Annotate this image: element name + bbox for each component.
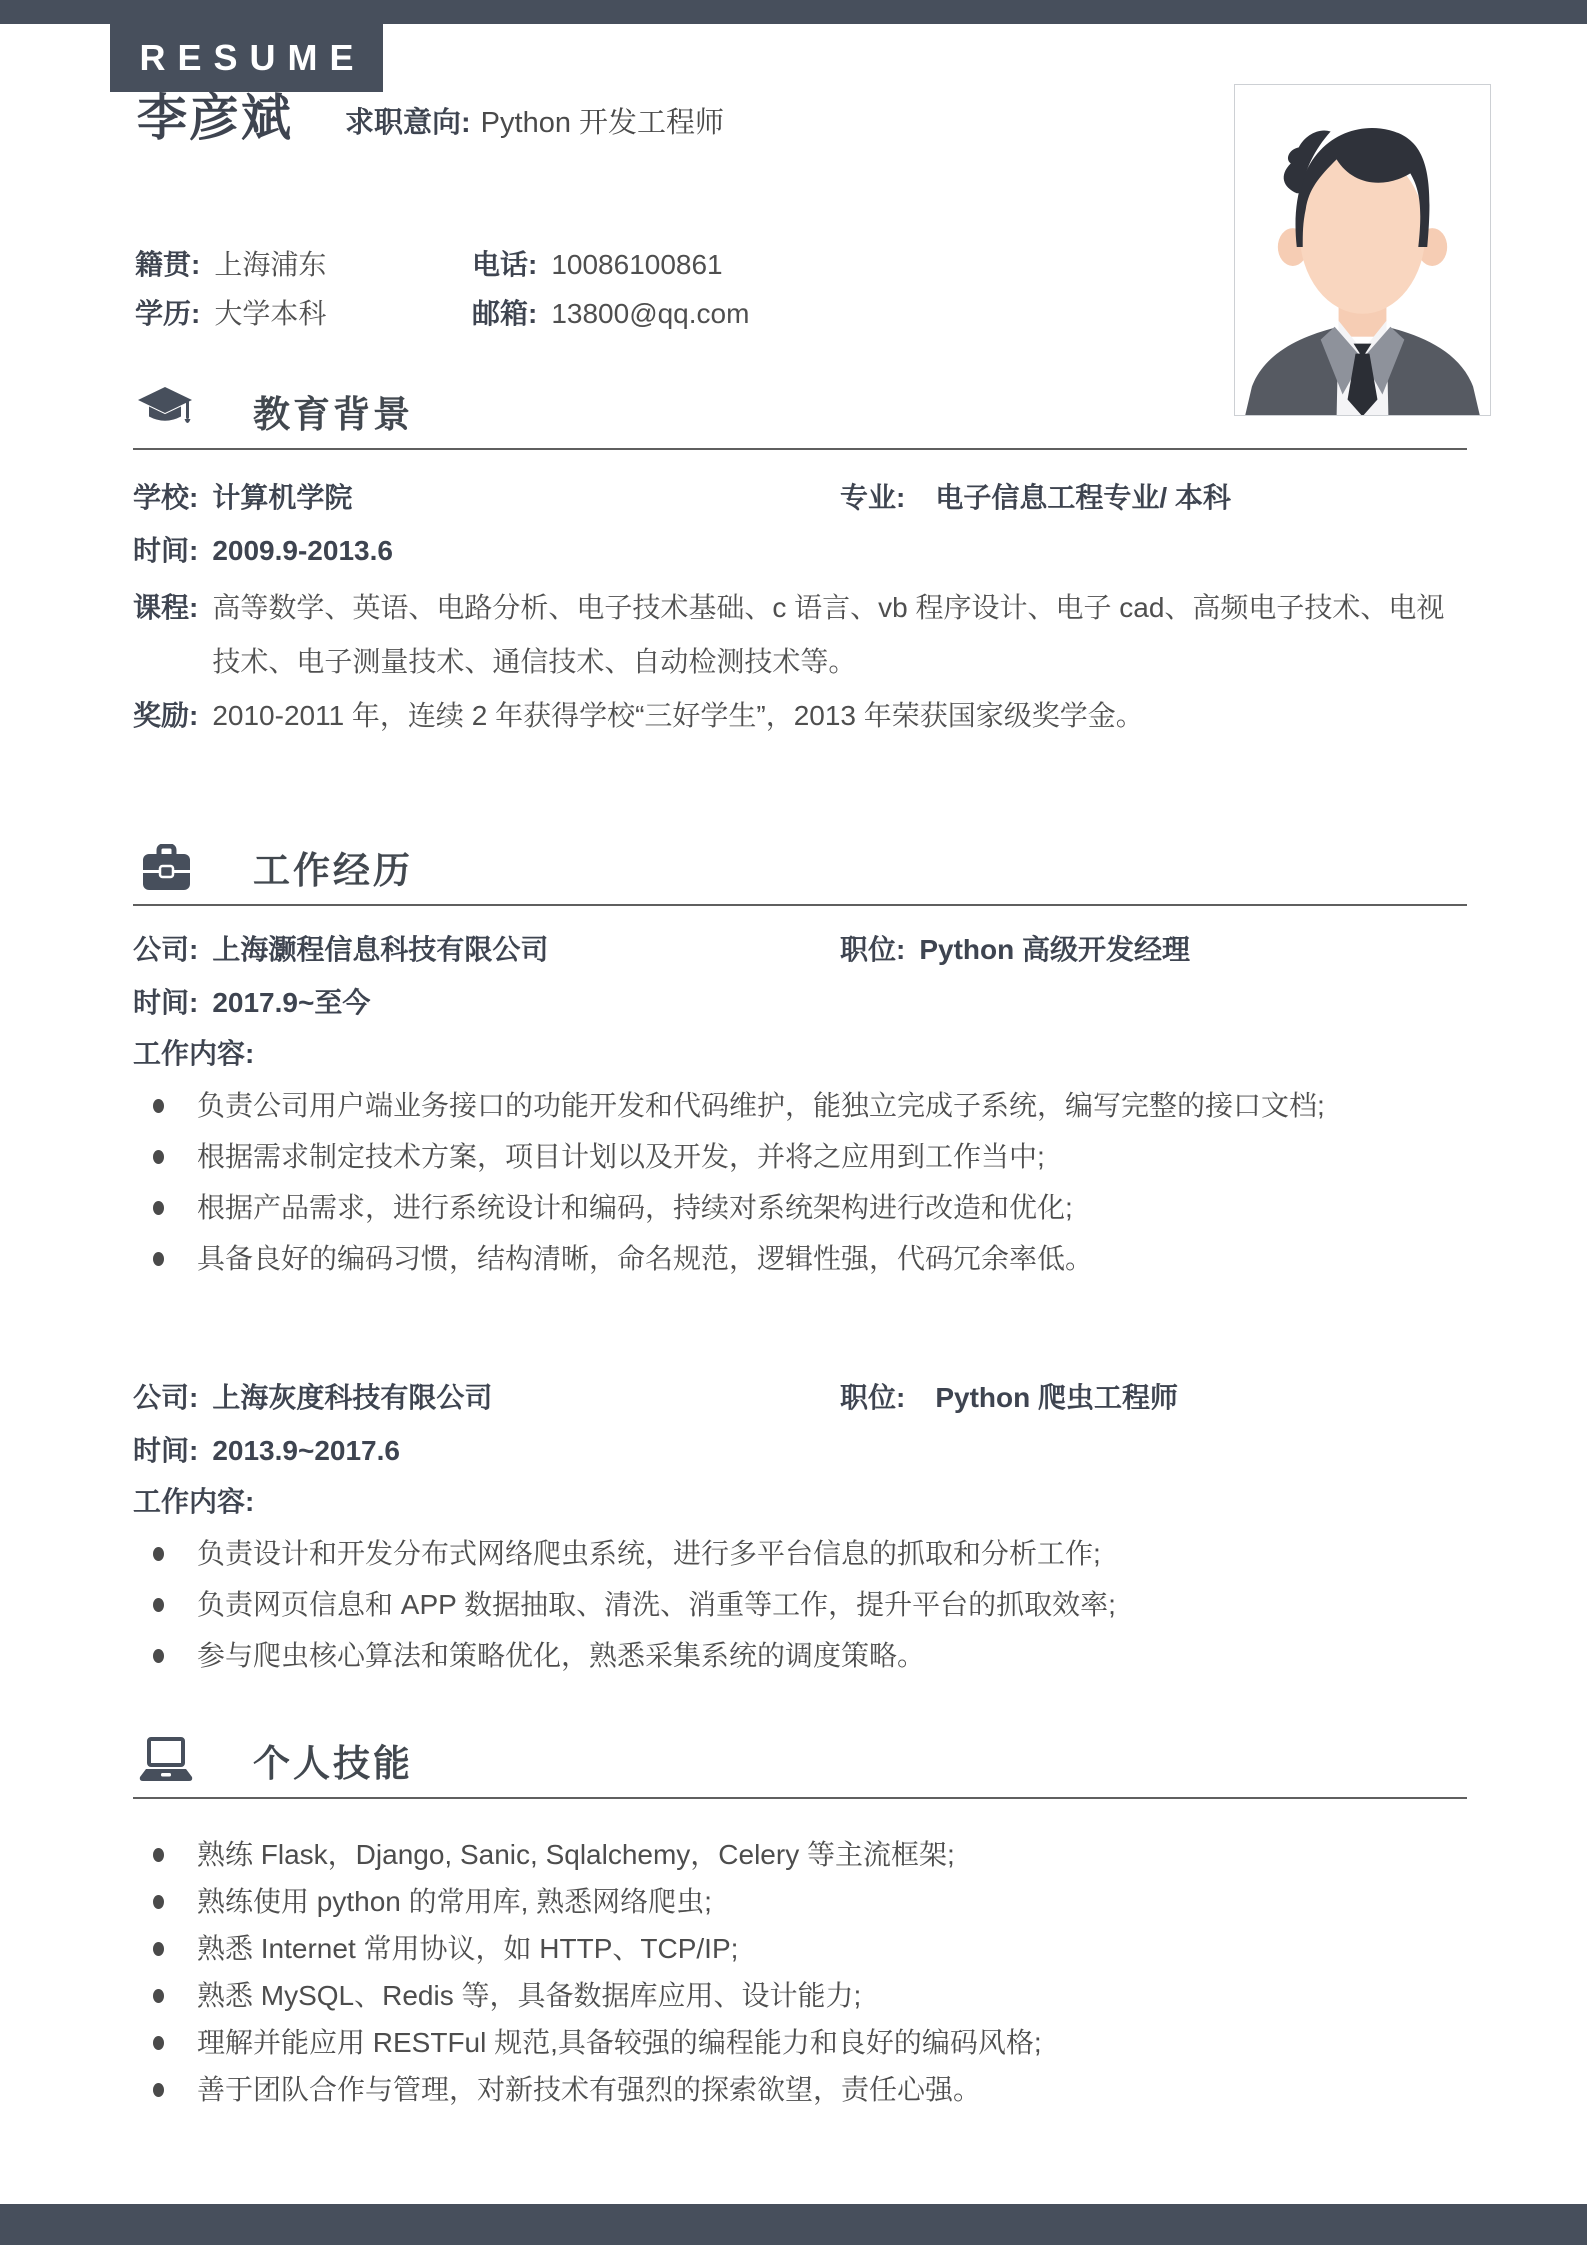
job-intent xyxy=(345,100,724,150)
bullet-item: 理解并能应用 RESTFul 规范,具备较强的编程能力和良好的编码风格; xyxy=(133,2019,1467,2066)
job-content-label: 工作内容: xyxy=(133,1038,255,1069)
male-avatar-icon xyxy=(1235,97,1490,416)
education-major: 专业: 电子信息工程专业/ 本科 xyxy=(840,482,1231,513)
education-courses: 课程: 高等数学、英语、电路分析、电子技术基础、c 语言、vb 程序设计、电子 cad、高频电子技术、电视技术、电子测量技术、通信技术、自动检测技术等。 xyxy=(133,592,1445,677)
bullet-item: 负责公司用户端业务接口的功能开发和代码维护，能独立完成子系统，编写完整的接口文档; xyxy=(133,1080,1467,1131)
job-duty-list xyxy=(133,1080,1467,1284)
resume-banner xyxy=(110,24,383,92)
header-name-row xyxy=(137,86,724,150)
job-company: 公司: 上海灏程信息科技有限公司 xyxy=(133,934,549,965)
top-accent-bar xyxy=(0,0,1587,24)
skills-section-title: 个人技能 xyxy=(253,1743,413,1784)
bullet-item: 参与爬虫核心算法和策略优化，熟悉采集系统的调度策略。 xyxy=(133,1630,1467,1681)
job-entry xyxy=(133,932,1467,1284)
job-intent-label: 求职意向: xyxy=(345,107,471,139)
job-position: 职位: Python 高级开发经理 xyxy=(840,934,1190,965)
job-company-row xyxy=(133,1380,1467,1416)
bullet-item: 根据需求制定技术方案，项目计划以及开发，并将之应用到工作当中; xyxy=(133,1131,1467,1182)
job-entry xyxy=(133,1380,1467,1681)
education-school-row xyxy=(133,480,1467,516)
education-school: 学校: 计算机学院 xyxy=(133,482,353,513)
education-section-title: 教育背景 xyxy=(253,394,413,435)
bullet-item: 熟悉 MySQL、Redis 等，具备数据库应用、设计能力; xyxy=(133,1972,1467,2019)
job-time: 时间: 2013.9~2017.6 xyxy=(133,1435,400,1466)
education-section-header xyxy=(133,384,1467,438)
section-divider xyxy=(133,448,1467,450)
bullet-item: 具备良好的编码习惯，结构清晰，命名规范，逻辑性强，代码冗余率低。 xyxy=(133,1233,1467,1284)
contact-info xyxy=(135,248,1115,331)
job-time: 时间: 2017.9~至今 xyxy=(133,987,371,1018)
skills-section xyxy=(133,1733,1467,2113)
bullet-item: 负责网页信息和 APP 数据抽取、清洗、消重等工作，提升平台的抓取效率; xyxy=(133,1579,1467,1630)
education-section xyxy=(133,384,1467,743)
skills-section-header xyxy=(133,1733,1467,1787)
job-position: 职位: Python 爬虫工程师 xyxy=(840,1382,1178,1413)
bullet-item: 善于团队合作与管理，对新技术有强烈的探索欲望，责任心强。 xyxy=(133,2066,1467,2113)
briefcase-icon xyxy=(133,844,199,890)
graduation-cap-icon xyxy=(133,386,199,436)
job-company-row xyxy=(133,932,1467,968)
resume-banner-label: RESUME xyxy=(139,37,366,78)
bottom-accent-bar xyxy=(0,2204,1587,2245)
laptop-icon xyxy=(133,1737,199,1783)
bullet-item: 负责设计和开发分布式网络爬虫系统，进行多平台信息的抓取和分析工作; xyxy=(133,1528,1467,1579)
contact-phone: 电话: 10086100861 xyxy=(472,249,723,280)
candidate-name: 李彦斌 xyxy=(137,90,293,146)
section-divider xyxy=(133,904,1467,906)
profile-photo xyxy=(1234,84,1491,416)
job-company: 公司: 上海灰度科技有限公司 xyxy=(133,1382,493,1413)
education-time: 时间: 2009.9-2013.6 xyxy=(133,535,393,566)
work-section-title: 工作经历 xyxy=(253,850,413,891)
bullet-item: 熟悉 Internet 常用协议，如 HTTP、TCP/IP; xyxy=(133,1925,1467,1972)
contact-origin: 籍贯: 上海浦东 xyxy=(135,249,327,280)
work-section-header xyxy=(133,840,1467,894)
job-intent-value: Python 开发工程师 xyxy=(480,107,725,139)
work-section xyxy=(133,840,1467,1681)
bullet-item: 根据产品需求，进行系统设计和编码，持续对系统架构进行改造和优化; xyxy=(133,1182,1467,1233)
skill-list xyxy=(133,1831,1467,2113)
job-duty-list xyxy=(133,1528,1467,1681)
contact-degree: 学历: 大学本科 xyxy=(135,298,327,329)
section-divider xyxy=(133,1797,1467,1799)
bullet-item: 熟练 Flask，Django, Sanic, Sqlalchemy，Celery 等主流框架; xyxy=(133,1831,1467,1878)
job-content-label: 工作内容: xyxy=(133,1486,255,1517)
contact-email: 邮箱: 13800@qq.com xyxy=(472,298,750,329)
education-awards: 奖励: 2010-2011 年，连续 2 年获得学校“三好学生”，2013 年荣获国家级奖学金。 xyxy=(133,700,1144,731)
bullet-item: 熟练使用 python 的常用库, 熟悉网络爬虫; xyxy=(133,1878,1467,1925)
